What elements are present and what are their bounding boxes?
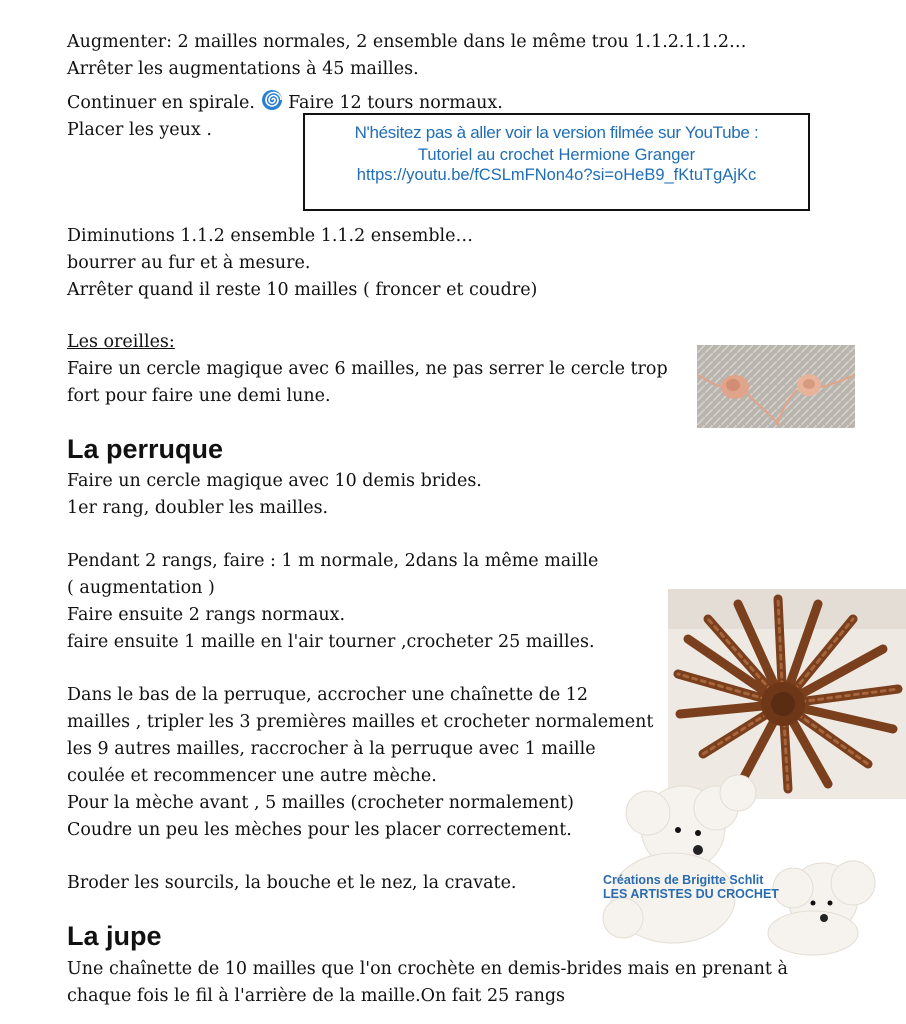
youtube-callout-box — [303, 113, 810, 211]
text-line: mailles , tripler les 3 premières mailles et crocheter normalement — [67, 712, 654, 732]
callout-title: Tutoriel au crochet Hermione Granger — [417, 146, 696, 164]
text-line: Pendant 2 rangs, faire : 1 m normale, 2dans la même maille — [67, 551, 599, 571]
text-line: coulée et recommencer une autre mèche. — [67, 766, 437, 786]
text-line: Une chaînette de 10 mailles que l'on crochète en demis-brides mais en prenant à — [67, 959, 788, 979]
text-line: Placer les yeux . — [67, 120, 212, 140]
text-line: faire ensuite 1 maille en l'air tourner ,crocheter 25 mailles. — [67, 632, 595, 652]
text-line: Coudre un peu les mèches pour les placer correctement. — [67, 820, 572, 840]
text-line: Dans le bas de la perruque, accrocher une chaînette de 12 — [67, 685, 589, 705]
text-line: Diminutions 1.1.2 ensemble 1.1.2 ensemble… — [67, 226, 474, 246]
heading-jupe: La jupe — [67, 921, 162, 951]
heading-perruque: La perruque — [67, 434, 224, 464]
poodle-dolls-image — [598, 768, 898, 958]
text-segment: Faire 12 tours normaux. — [288, 93, 503, 113]
text-line: fort pour faire une demi lune. — [67, 386, 331, 406]
cyclone-emoji-icon — [261, 89, 283, 117]
text-line: Broder les sourcils, la bouche et le nez, la cravate. — [67, 873, 517, 893]
text-line: Pour la mèche avant , 5 mailles (crocheter normalement) — [67, 793, 575, 813]
text-line: bourrer au fur et à mesure. — [67, 253, 311, 273]
text-line: chaque fois le fil à l'arrière de la maille.On fait 25 rangs — [67, 986, 566, 1006]
text-line: Arrêter quand il reste 10 mailles ( froncer et coudre) — [67, 280, 538, 300]
ears-photo — [697, 345, 855, 428]
creator-credit — [603, 873, 779, 901]
text-line: Faire un cercle magique avec 10 demis brides. — [67, 471, 482, 491]
credit-line: Créations de Brigitte Schlit — [603, 873, 764, 887]
text-line: Augmenter: 2 mailles normales, 2 ensemble dans le même trou 1.1.2.1.1.2… — [67, 32, 747, 52]
section-title-oreilles: Les oreilles: — [67, 332, 175, 352]
text-segment: Continuer en spirale. — [67, 93, 255, 113]
text-line: Faire un cercle magique avec 6 mailles, ne pas serrer le cercle trop — [67, 359, 668, 379]
callout-heading: N'hésitez pas à aller voir la version filmée sur YouTube : — [354, 123, 759, 142]
text-line: Faire ensuite 2 rangs normaux. — [67, 605, 346, 625]
callout-link[interactable]: https://youtu.be/fCSLmFNon4o?si=oHeB9_fKtuTgAjKc — [356, 166, 757, 184]
credit-line: LES ARTISTES DU CROCHET — [603, 887, 779, 901]
text-line: Arrêter les augmentations à 45 mailles. — [67, 59, 419, 79]
text-line: les 9 autres mailles, raccrocher à la perruque avec 1 maille — [67, 739, 596, 759]
text-line: ( augmentation ) — [67, 578, 215, 598]
text-line: 1er rang, doubler les mailles. — [67, 498, 329, 518]
